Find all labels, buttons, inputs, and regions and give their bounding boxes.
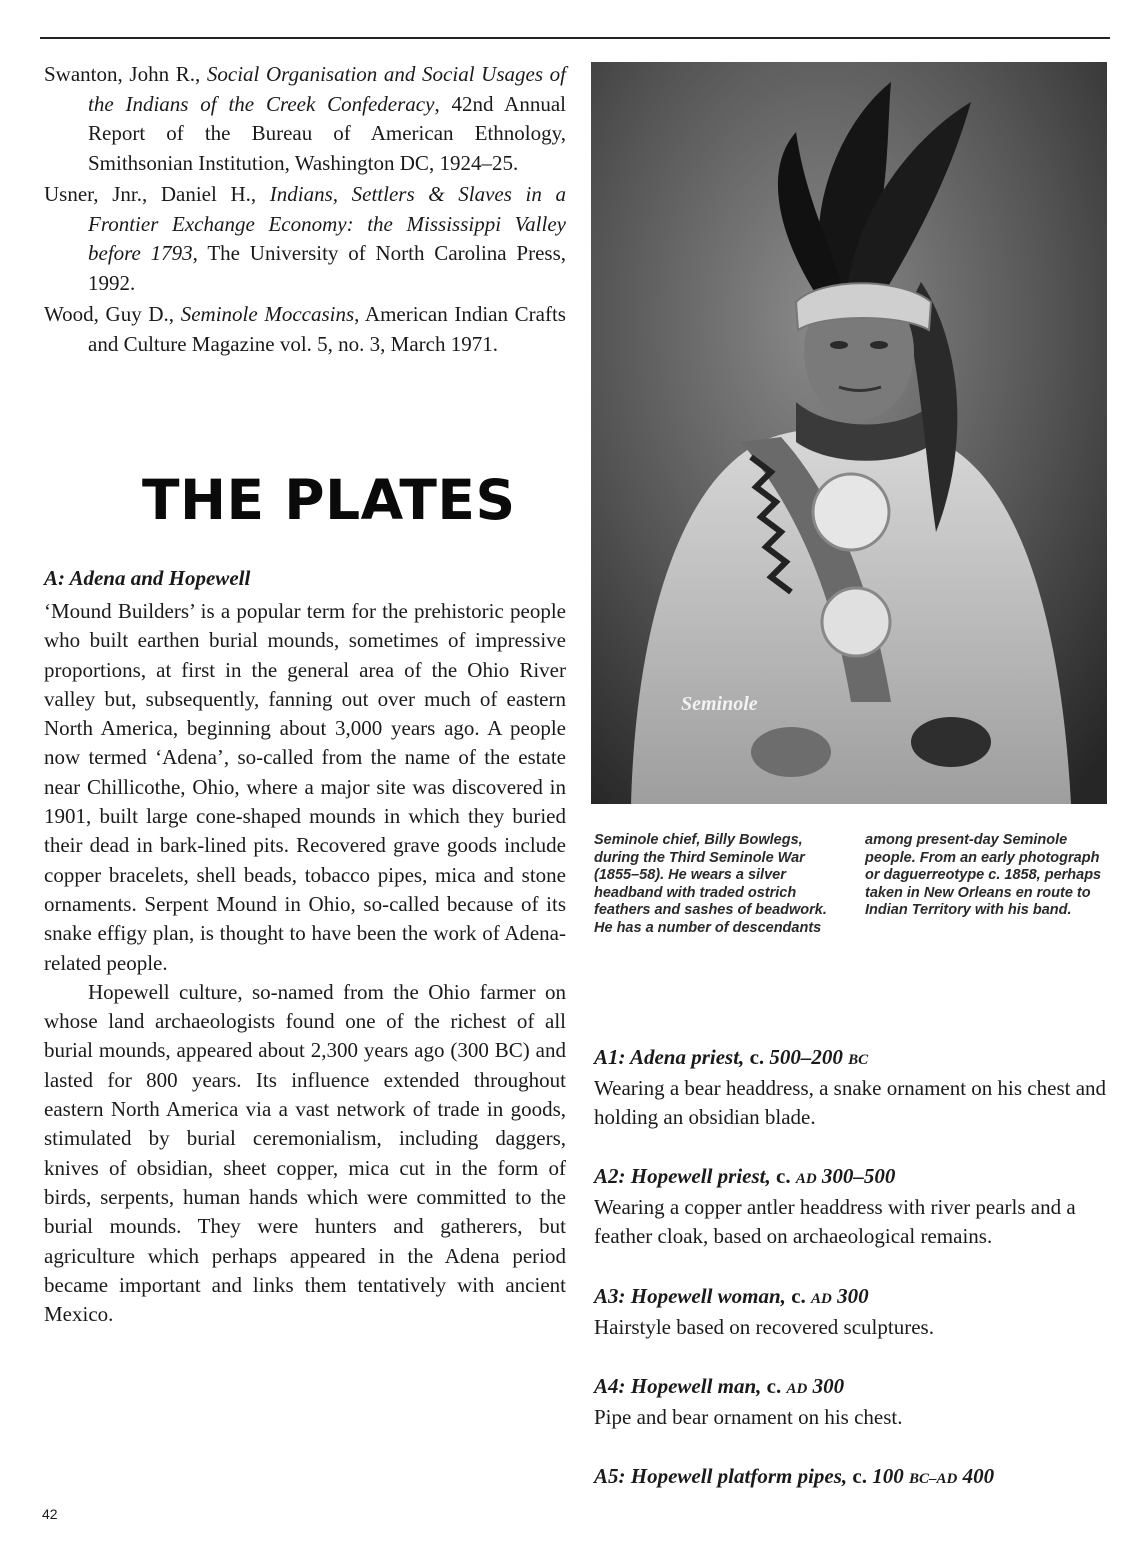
- photo-inscription: Seminole: [681, 693, 758, 715]
- plate-entry-a5: [594, 1462, 1109, 1493]
- plate-description: Wearing a bear headdress, a snake ornament on his chest and holding an obsidian blade.: [594, 1076, 1107, 1129]
- plate-entry-a2: [594, 1162, 1109, 1251]
- portrait-photograph: [591, 62, 1107, 804]
- plate-title: A4: Hopewell man, c. AD 300: [594, 1374, 845, 1398]
- bibliography-entry: Swanton, John R., Social Organisation and Social Usages of the Indians of the Creek Confederacy, 42nd Annual Report of the Bureau of American Ethnology, Smithsonian Institution, Washington DC, 1924–25.: [44, 62, 566, 175]
- paragraph: ‘Mound Builders’ is a popular term for the prehistoric people who built earthen burial mounds, sometimes of impressive proportions, at first in the general area of the Ohio River valley but, subsequently, fanning out over much of eastern North America, beginning about 3,000 years ago. A people now termed ‘Adena’, so-called from the name of the estate near Chillicothe, Ohio, where a major site was discovered in 1901, built large cone-shaped mounds in which they buried their dead in bark-lined pits. Recovered grave goods include copper bracelets, shell beads, tobacco pipes, mica and stone ornaments. Serpent Mound in Ohio, so-called because of its snake effigy plan, is thought to have been the work of Adena-related people.: [44, 599, 566, 975]
- bibliography-entry: Usner, Jnr., Daniel H., Indians, Settlers & Slaves in a Frontier Exchange Economy: the Mississippi Valley before 1793, The University of North Carolina Press, 1992.: [44, 182, 566, 295]
- plate-title: A1: Adena priest, c. 500–200 BC: [594, 1045, 869, 1069]
- bib-title: Social Organisation and Social Usages of the Indians of the Creek Confederacy: [88, 62, 566, 116]
- plate-entry-a1: [594, 1043, 1109, 1132]
- top-rule: [40, 37, 1110, 39]
- paragraph: Hopewell culture, so-named from the Ohio farmer on whose land archaeologists found one of the richest of all burial mounds, appeared about 2,300 years ago (300 BC) and lasted for 800 years. Its influence extended throughout eastern North America via a vast network of trade in goods, stimulated by burial ceremonialism, including daggers, knives of obsidian, sheet copper, mica cut in the form of birds, serpents, human hands which were committed to the burial mounds. They were hunters and gatherers, but agriculture which perhaps appeared in the Adena period became important and links them tentatively with ancient Mexico.: [44, 979, 566, 1327]
- bibliography: [44, 60, 566, 361]
- plate-description: Pipe and bear ornament on his chest.: [594, 1405, 903, 1429]
- plate-entry-a3: [594, 1282, 1109, 1342]
- section-heading: THE PLATES: [142, 468, 516, 532]
- bib-title: Seminole Moccasins: [180, 302, 355, 326]
- plate-title: A5: Hopewell platform pipes, c. 100 BC–AD 400: [594, 1464, 995, 1488]
- bib-title: Indians, Settlers & Slaves in a Frontier Exchange Economy: the Mississippi Valley before 1793: [88, 182, 566, 265]
- plate-description: Hairstyle based on recovered sculptures.: [594, 1315, 934, 1339]
- photo-caption: Seminole chief, Billy Bowlegs, during the Third Seminole War (1855–58). He wears a silver headband with traded ostrich feathers and sashes of beadwork. He has a number of descendants: [594, 832, 827, 936]
- subsection-title: A: Adena and Hopewell: [44, 566, 251, 590]
- page-number: 42: [42, 1506, 58, 1522]
- plate-title: A3: Hopewell woman, c. AD 300: [594, 1284, 869, 1308]
- photo-caption: among present-day Seminole people. From an early photograph or daguerreotype c. 1858, perhaps taken in New Orleans en route to Indian Territory with his band.: [865, 832, 1102, 918]
- plate-description: Wearing a copper antler headdress with river pearls and a feather cloak, based on archaeological remains.: [594, 1195, 1076, 1248]
- plate-entry-a4: [594, 1372, 1109, 1432]
- body-text: [44, 597, 566, 1329]
- plate-title: A2: Hopewell priest, c. AD 300–500: [594, 1164, 896, 1188]
- bibliography-entry: Wood, Guy D., Seminole Moccasins, American Indian Crafts and Culture Magazine vol. 5, no. 3, March 1971.: [44, 302, 566, 356]
